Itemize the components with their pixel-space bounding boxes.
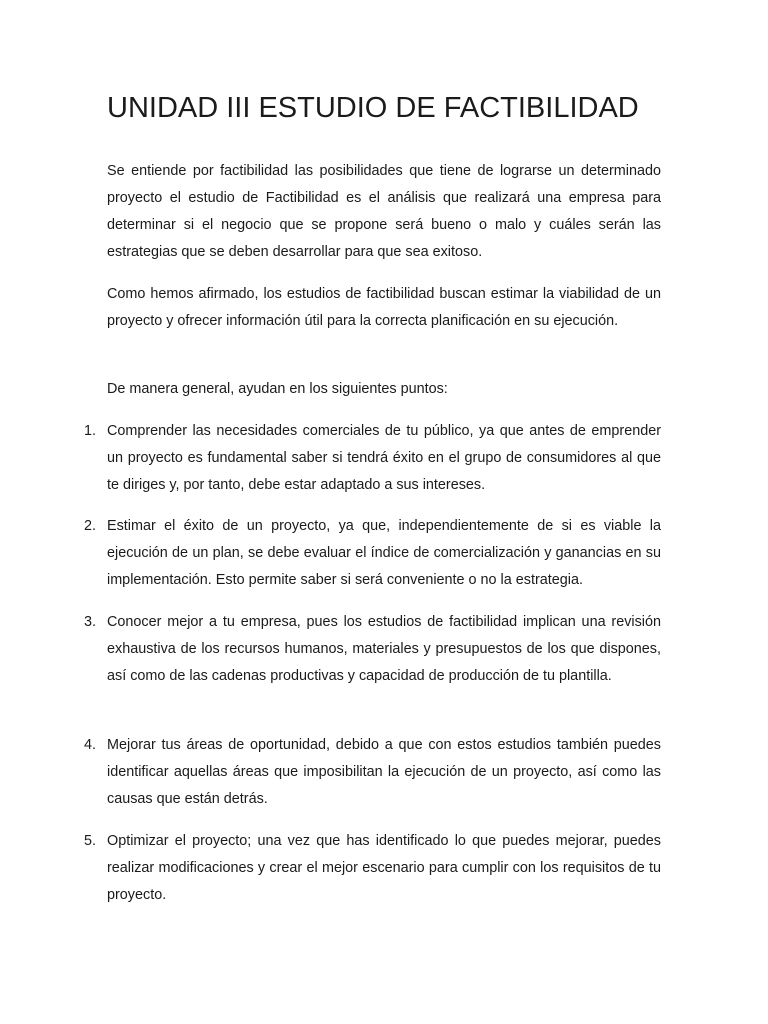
list-item-text: Comprender las necesidades comerciales de tu público, ya que antes de emprender un proyecto es fundamental saber si tendrá éxito en el grupo de consumidores al que te diriges y, por tanto, debe estar adaptado a sus intereses. [107, 423, 661, 493]
paragraph-viability: Como hemos afirmado, los estudios de factibilidad buscan estimar la viabilidad de un proyecto y ofrecer información útil para la correcta planificación en su ejecución. [107, 286, 661, 329]
list-item-number: 4. [84, 737, 97, 753]
list-item-text: Mejorar tus áreas de oportunidad, debido a que con estos estudios también puedes identificar aquellas áreas que imposibilitan la ejecución de un proyecto, así como las causas que están detrás. [107, 737, 661, 807]
list-item-number: 3. [84, 614, 97, 630]
list-item-text: Optimizar el proyecto; una vez que has identificado lo que puedes mejorar, puedes realizar modificaciones y crear el mejor escenario para cumplir con los requisitos de tu proyecto. [107, 833, 661, 903]
list-item-number: 1. [84, 423, 97, 439]
list-item-number: 2. [84, 518, 97, 534]
paragraph-definition: Se entiende por factibilidad las posibilidades que tiene de lograrse un determinado proyecto el estudio de Factibilidad es el análisis que realizará una empresa para determinar si el negocio que se propone será bueno o malo y cuáles serán las estrategias que se deben desarrollar para que sea exitoso. [107, 163, 661, 260]
list-item-number: 5. [84, 833, 97, 849]
paragraph-intro-list: De manera general, ayudan en los siguientes puntos: [107, 381, 448, 397]
document-title: UNIDAD III ESTUDIO DE FACTIBILIDAD [107, 92, 639, 124]
list-item-text: Conocer mejor a tu empresa, pues los estudios de factibilidad implican una revisión exhaustiva de los recursos humanos, materiales y presupuestos de los que dispones, así como de las cadenas productivas y capacidad de producción de tu plantilla. [107, 614, 661, 684]
list-item-text: Estimar el éxito de un proyecto, ya que, independientemente de si es viable la ejecución de un plan, se debe evaluar el índice de comercialización y ganancias en su implementación. Esto permite saber si será conveniente o no la estrategia. [107, 518, 661, 588]
